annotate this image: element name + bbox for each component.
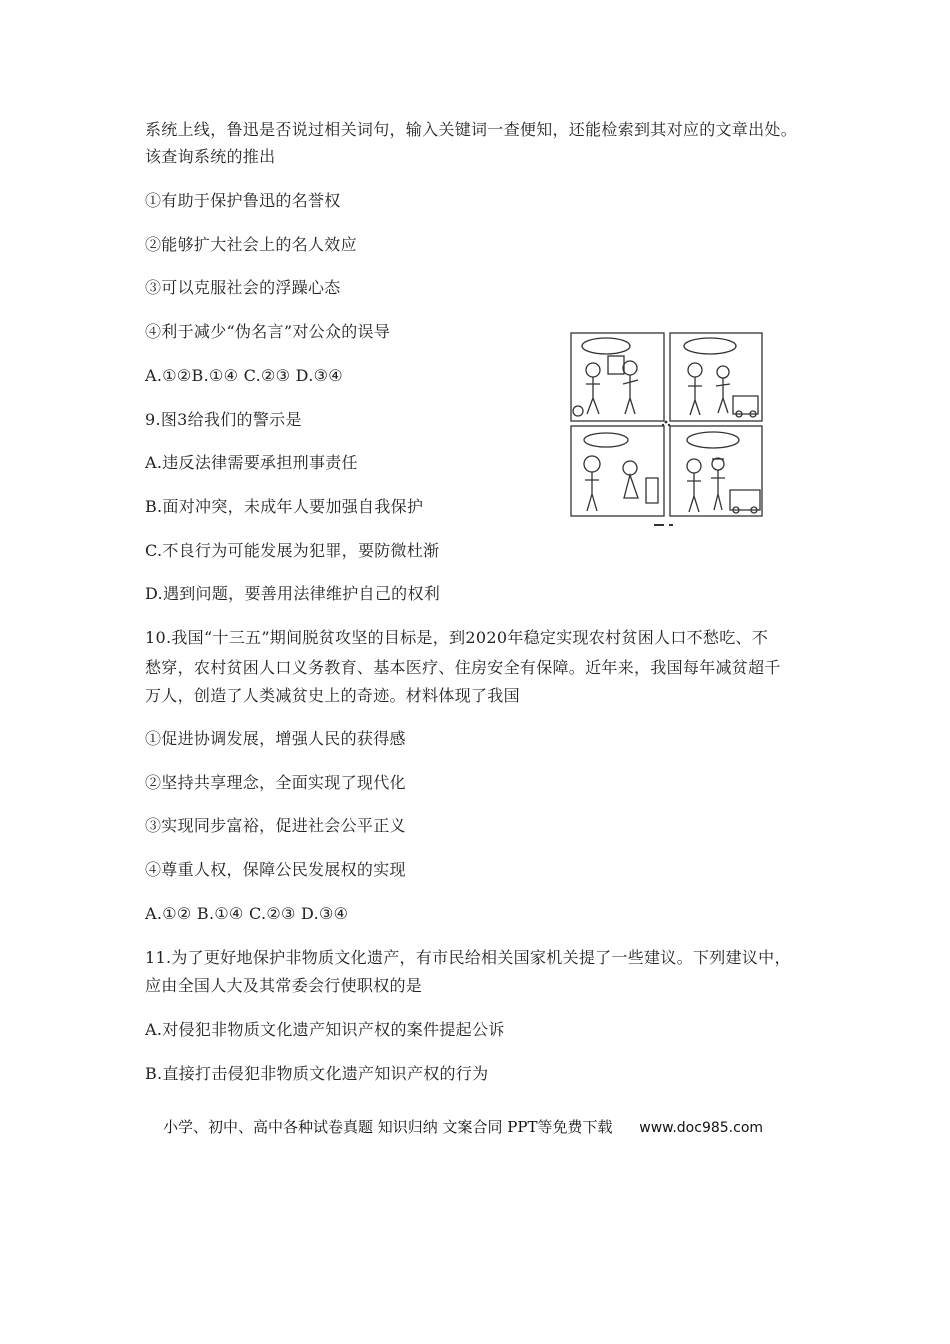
comic-illustration — [568, 318, 768, 530]
question-9: 9.图3给我们的警示是 — [145, 410, 302, 429]
option-line: ③可以克服社会的浮躁心态 — [145, 278, 341, 297]
answer-choices: A.①②B.①④ C.②③ D.③④ — [145, 366, 343, 385]
option-line: B.面对冲突，未成年人要加强自我保护 — [145, 497, 424, 516]
option-line: ①有助于保护鲁迅的名誉权 — [145, 191, 341, 210]
option-line: ②坚持共享理念，全面实现了现代化 — [145, 773, 406, 792]
paragraph-line: 万人，创造了人类减贫史上的奇迹。材料体现了我国 — [145, 686, 520, 705]
page-footer — [163, 1117, 763, 1138]
paragraph-line: 应由全国人大及其常委会行使职权的是 — [145, 976, 423, 995]
option-line: ②能够扩大社会上的名人效应 — [145, 235, 357, 254]
question-11: 11.为了更好地保护非物质文化遗产，有市民给相关国家机关提了一些建议。下列建议中， — [145, 948, 791, 967]
figure-3-comic — [568, 318, 768, 530]
option-line: ①促进协调发展，增强人民的获得感 — [145, 729, 406, 748]
footer-text: 小学、初中、高中各种试卷真题 知识归纳 文案合同 PPT等免费下载 — [163, 1118, 613, 1136]
option-line: B.直接打击侵犯非物质文化遗产知识产权的行为 — [145, 1064, 489, 1083]
option-line: D.遇到问题，要善用法律维护自己的权利 — [145, 584, 441, 603]
paragraph-line: 系统上线，鲁迅是否说过相关词句，输入关键词一查便知，还能检索到其对应的文章出处。 — [145, 120, 798, 139]
option-line: ④尊重人权，保障公民发展权的实现 — [145, 860, 406, 879]
footer-url[interactable]: www.doc985.com — [639, 1120, 764, 1136]
question-10: 10.我国“十三五”期间脱贫攻坚的目标是，到2020年稳定实现农村贫困人口不愁吃、不 — [145, 628, 769, 647]
option-line: A.对侵犯非物质文化遗产知识产权的案件提起公诉 — [145, 1020, 505, 1039]
paragraph-line: 该查询系统的推出 — [145, 147, 276, 166]
answer-choices: A.①② B.①④ C.②③ D.③④ — [145, 904, 349, 923]
option-line: ③实现同步富裕，促进社会公平正义 — [145, 816, 406, 835]
option-line: C.不良行为可能发展为犯罪，要防微杜渐 — [145, 541, 440, 560]
option-line: ④利于减少“伪名言”对公众的误导 — [145, 322, 391, 341]
option-line: A.违反法律需要承担刑事责任 — [145, 453, 358, 472]
paragraph-line: 愁穿，农村贫困人口义务教育、基本医疗、住房安全有保障。近年来，我国每年减贫超千 — [145, 658, 781, 677]
